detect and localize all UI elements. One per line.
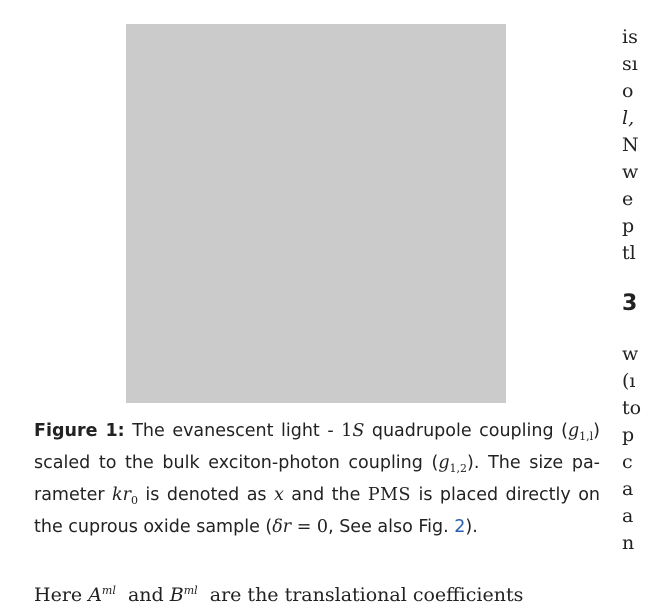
math-g: g: [438, 453, 450, 473]
caption-text: ).: [465, 517, 478, 537]
caption-line-4: [34, 514, 600, 540]
caption-text: is placed directly on: [411, 485, 600, 505]
body-paragraph: [34, 578, 594, 608]
math-s: S: [352, 421, 365, 441]
math-a: A: [88, 584, 102, 606]
right-col-fragment: w: [622, 343, 639, 365]
right-col-fragment: (ı: [622, 370, 636, 392]
pms-acronym: PMS: [367, 485, 412, 505]
right-col-fragment: a: [622, 478, 634, 500]
math-subscript: 1,2: [449, 462, 468, 475]
math-superscript: ml: [101, 584, 116, 597]
math-subscript: 1,l: [579, 430, 594, 443]
math-superscript: ml: [183, 584, 198, 597]
right-col-fragment: sı: [622, 53, 638, 75]
right-col-fragment: e: [622, 188, 634, 210]
math-kr: kr: [112, 485, 131, 505]
right-col-fragment: tl: [622, 242, 636, 264]
right-col-fragment: a: [622, 505, 634, 527]
math-delta-r: δr: [272, 517, 292, 537]
right-col-fragment: to: [622, 397, 642, 419]
right-col-fragment: l,: [622, 107, 635, 129]
caption-text: quadrupole coupling (: [364, 421, 568, 441]
caption-text: , See also Fig.: [328, 517, 455, 537]
caption-text: rameter: [34, 485, 112, 505]
figure-2-link[interactable]: 2: [454, 517, 466, 537]
caption-text: scaled to the bulk exciton-photon coupling (: [34, 453, 439, 473]
math-1: 1: [341, 421, 353, 441]
right-col-fragment: N: [622, 134, 639, 156]
caption-text: ): [593, 421, 600, 441]
math-x: x: [273, 485, 284, 505]
figure-1-image: [126, 24, 506, 403]
right-col-fragment: c: [622, 451, 633, 473]
caption-text: is denoted as: [137, 485, 274, 505]
body-text: and: [115, 584, 170, 606]
section-number: 3: [622, 291, 638, 316]
math-subscript: 0: [130, 494, 138, 507]
body-text: are the translational coefficients: [197, 584, 524, 606]
right-col-fragment: w: [622, 161, 639, 183]
right-col-fragment: is: [622, 26, 638, 48]
caption-line-3: [34, 482, 600, 514]
math-g: g: [567, 421, 580, 441]
right-col-fragment: o: [622, 80, 634, 102]
right-col-fragment: p: [622, 215, 635, 237]
math-equals-zero: = 0: [291, 517, 329, 537]
math-b: B: [169, 584, 184, 606]
caption-line-2: [34, 450, 600, 482]
right-column-text: [622, 24, 662, 557]
right-col-fragment: n: [622, 532, 635, 554]
caption-text: ). The size pa-: [467, 453, 600, 473]
right-col-fragment: p: [622, 424, 635, 446]
caption-text: the cuprous oxide sample (: [34, 517, 273, 537]
caption-text: The evanescent light -: [132, 421, 342, 441]
caption-label: Figure 1:: [34, 421, 125, 441]
caption-line-1: [34, 418, 600, 450]
body-text: Here: [34, 584, 89, 606]
caption-text: and the: [283, 485, 368, 505]
figure-1-caption: [34, 418, 600, 540]
